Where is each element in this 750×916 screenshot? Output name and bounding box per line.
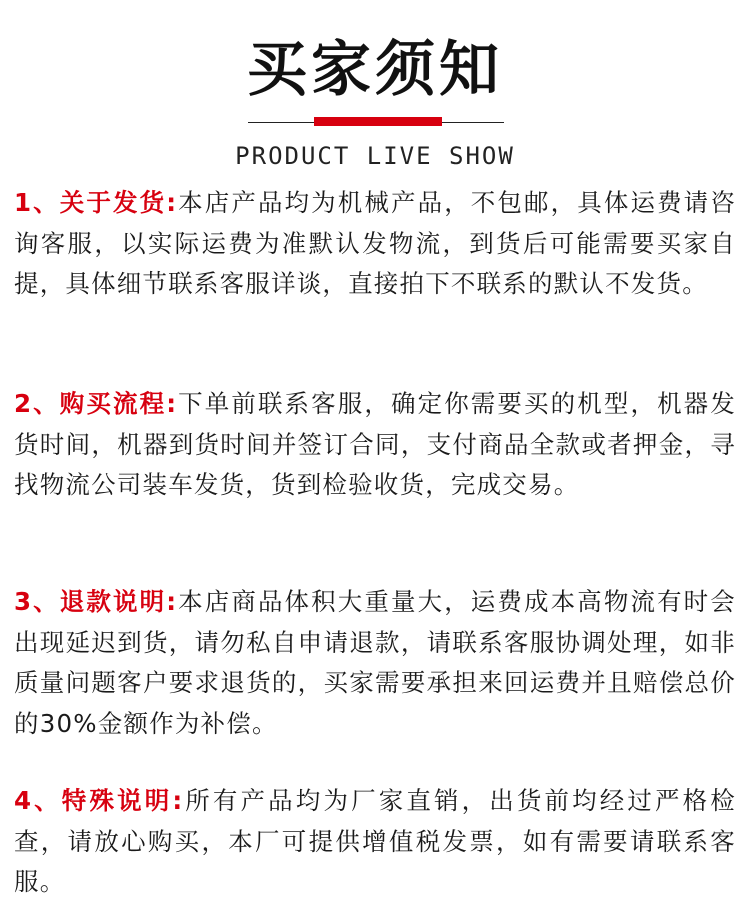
notice-shipping-heading: 1、关于发货 xyxy=(14,188,167,217)
notice-purchase-process-separator: : xyxy=(166,389,178,418)
notice-special-body: 所有产品均为厂家直销，出货前均经过严格检查，请放心购买，本厂可提供增值税发票，如有需要请联系客服。 xyxy=(14,786,736,896)
title-divider-accent xyxy=(314,117,442,126)
notice-refund xyxy=(14,582,736,744)
notice-shipping-separator: : xyxy=(166,188,178,217)
notice-refund-body: 本店商品体积大重量大，运费成本高物流有时会出现延迟到货，请勿私自申请退款，请联系客服协调处理，如非质量问题客户要求退货的，买家需要承担来回运费并且赔偿总价的30%金额作为补偿。 xyxy=(14,587,736,738)
notice-shipping xyxy=(14,183,736,305)
notice-special xyxy=(14,781,736,903)
page-title: 买家须知 xyxy=(247,35,503,105)
notice-special-heading: 4、特殊说明 xyxy=(14,786,173,815)
page-subtitle: PRODUCT LIVE SHOW xyxy=(235,142,515,170)
notice-refund-heading: 3、退款说明 xyxy=(14,587,167,616)
notice-special-separator: : xyxy=(172,786,184,815)
header xyxy=(0,0,750,175)
notice-purchase-process xyxy=(14,384,736,506)
notice-shipping-body: 本店产品均为机械产品，不包邮，具体运费请咨询客服，以实际运费为准默认发物流，到货后可能需要买家自提，具体细节联系客服详谈，直接拍下不联系的默认不发货。 xyxy=(14,188,736,298)
notice-purchase-process-heading: 2、购买流程 xyxy=(14,389,167,418)
notice-purchase-process-body: 下单前联系客服，确定你需要买的机型，机器发货时间，机器到货时间并签订合同，支付商品全款或者押金，寻找物流公司装车发货，货到检验收货，完成交易。 xyxy=(14,389,736,499)
notice-refund-separator: : xyxy=(166,587,178,616)
